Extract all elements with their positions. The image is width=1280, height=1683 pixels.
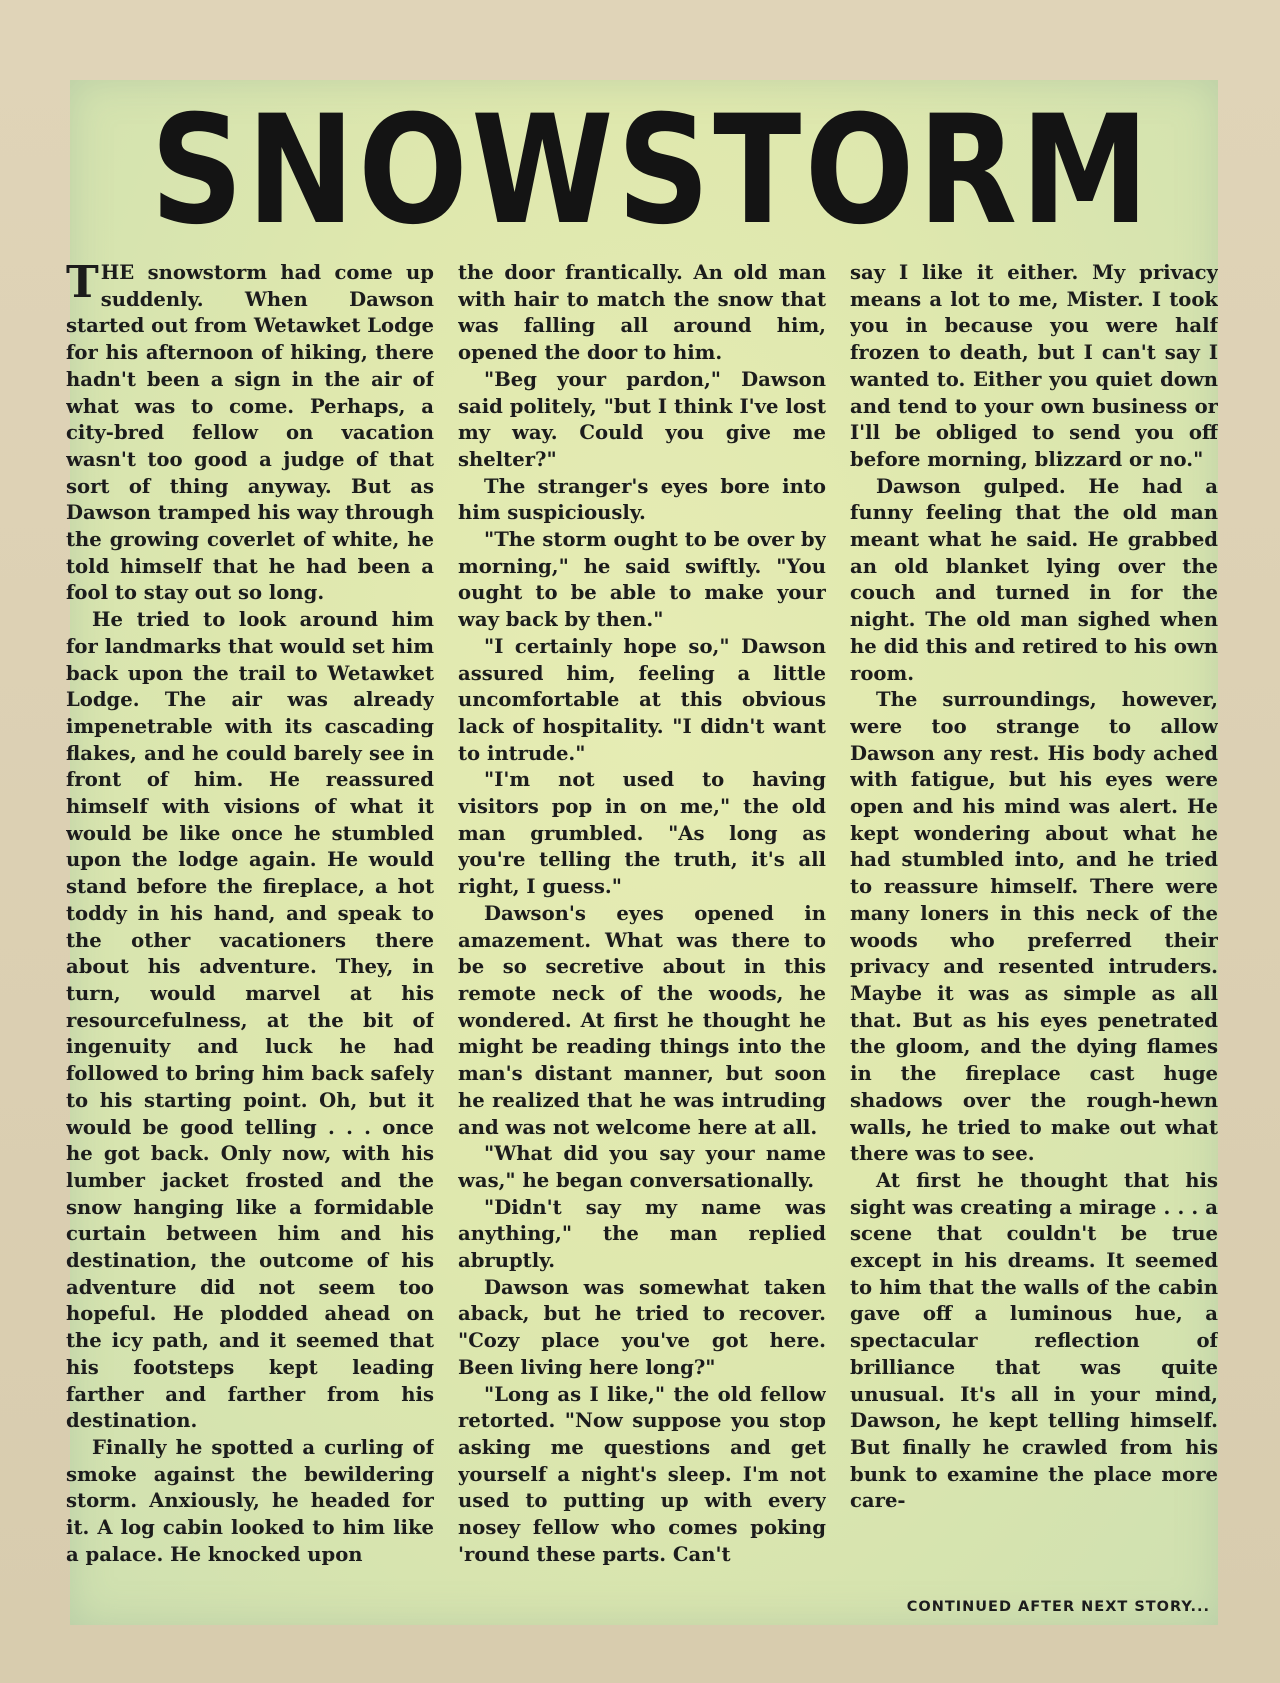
text-columns xyxy=(66,260,1218,1595)
paragraph: "I certainly hope so," Dawson assured him, feeling a little uncomfortable at this obvious lack of hospitality. "I didn't want to intrude." xyxy=(458,634,826,765)
paragraph: The stranger's eyes bore into him suspiciously. xyxy=(458,474,826,525)
paragraph: At first he thought that his sight was creating a mirage . . . a scene that couldn't be true except in his dreams. It seemed to him that the walls of the cabin gave off a luminous hue, a spectacular reflection of brilliance that was quite unusual. It's all in your mind, Dawson, he kept telling himself. But finally he crawled from his bunk to examine the place more care- xyxy=(850,1168,1218,1513)
paragraph: "Beg your pardon," Dawson said politely, "but I think I've lost my way. Could you give me shelter?" xyxy=(458,367,826,471)
story-title: SNOWSTORM xyxy=(150,84,1153,258)
paragraph: "The storm ought to be over by morning," he said swiftly. "You ought to be able to make your way back by then." xyxy=(458,528,826,632)
paragraph: the door frantically. An old man with hair to match the snow that was falling all around him, opened the door to him. xyxy=(458,261,826,365)
paragraph: He tried to look around him for landmarks that would set him back upon the trail to Wetawket Lodge. The air was already impenetrable with its cascading flakes, and he could barely see in front of him. He reassured himself with visions of what it would be like once he stumbled upon the lodge again. He would stand before the fireplace, a hot toddy in his hand, and speak to the other vacationers there about his adventure. They, in turn, would marvel at his resourcefulness, at the bit of ingenuity and luck he had followed to bring him back safely to his starting point. Oh, but it would be good telling . . . once he got back. Only now, with his lumber jacket frosted and the snow hanging like a formidable curtain between him and his destination, the outcome of his adventure did not seem too hopeful. He plodded ahead on the icy path, and it seemed that his footsteps kept leading farther and farther from his destination. xyxy=(66,608,434,1433)
text-column-2 xyxy=(458,260,826,1595)
paragraph: Dawson was somewhat taken aback, but he tried to recover. "Cozy place you've got here. Been living here long?" xyxy=(458,1275,826,1379)
text-column-1 xyxy=(66,260,434,1595)
drop-cap: T xyxy=(66,260,99,308)
continued-notice: CONTINUED AFTER NEXT STORY... xyxy=(906,1599,1210,1615)
paragraph xyxy=(66,260,434,607)
paragraph: say I like it either. My privacy means a lot to me, Mister. I took you in because you were half frozen to death, but I can't say I wanted to. Either you quiet down and tend to your own business or I'll be obliged to send you off before morning, blizzard or no." xyxy=(850,261,1218,471)
paragraph: "Didn't say my name was anything," the man replied abruptly. xyxy=(458,1195,826,1273)
paragraph: "I'm not used to having visitors pop in on me," the old man grumbled. "As long as you're telling the truth, it's all right, I guess." xyxy=(458,768,826,899)
paragraph: Dawson gulped. He had a funny feeling that the old man meant what he said. He grabbed an old blanket lying over the couch and turned in for the night. The old man sighed when he did this and retired to his own room. xyxy=(850,474,1218,685)
paragraph-text: HE snowstorm had come up suddenly. When Dawson started out from Wetawket Lodge for his afternoon of hiking, there hadn't been a sign in the air of what was to come. Perhaps, a city-bred fellow on vacation wasn't too good a judge of that sort of thing anyway. But as Dawson tramped his way through the growing coverlet of white, he told himself that he had been a fool to stay out so long. xyxy=(66,261,434,605)
paragraph: "Long as I like," the old fellow retorted. "Now suppose you stop asking me questions and get yourself a night's sleep. I'm not used to putting up with every nosey fellow who comes poking 'round these parts. Can't xyxy=(458,1382,826,1566)
paragraph: The surroundings, however, were too strange to allow Dawson any rest. His body ached with fatigue, but his eyes were open and his mind was alert. He kept wondering about what he had stumbled into, and he tried to reassure himself. There were many loners in this neck of the woods who preferred their privacy and resented intruders. Maybe it was as simple as all that. But as his eyes penetrated the gloom, and the dying flames in the fireplace cast huge shadows over the rough-hewn walls, he tried to make out what there was to see. xyxy=(850,688,1218,1166)
paragraph: "What did you say your name was," he began conversationally. xyxy=(458,1142,826,1192)
paragraph: Finally he spotted a curling of smoke against the bewildering storm. Anxiously, he headed for it. A log cabin looked to him like a palace. He knocked upon xyxy=(66,1435,434,1566)
text-column-3 xyxy=(850,260,1218,1595)
paragraph: Dawson's eyes opened in amazement. What was there to be so secretive about in this remote neck of the woods, he wondered. At first he thought he might be reading things into the man's distant manner, but soon he realized that he was intruding and was not welcome here at all. xyxy=(458,901,826,1139)
